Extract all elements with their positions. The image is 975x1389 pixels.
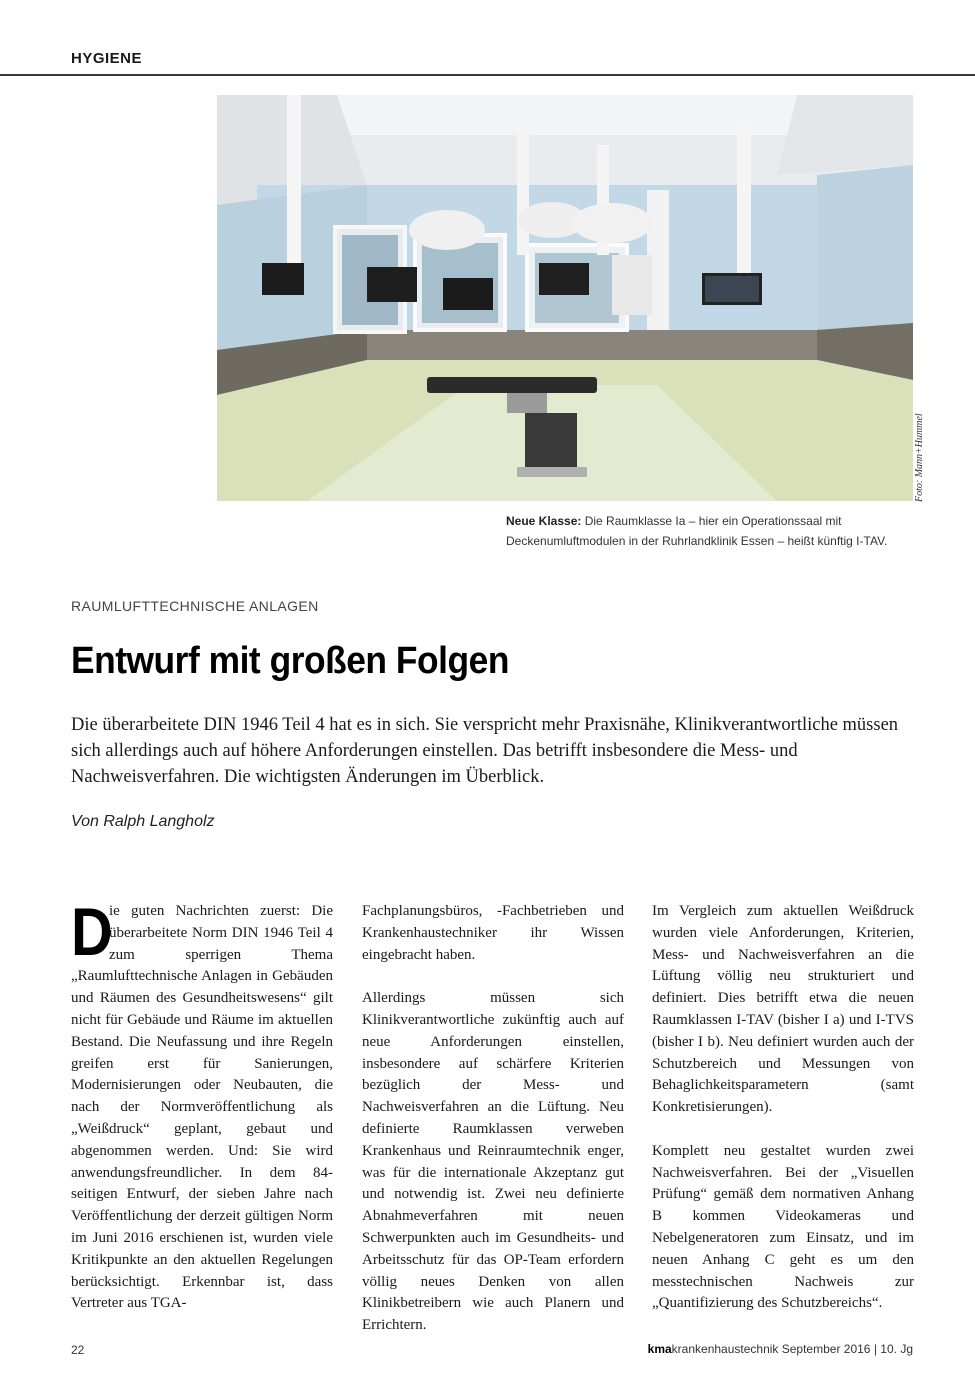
article-lead: Die überarbeitete DIN 1946 Teil 4 hat es in sich. Sie verspricht mehr Praxisnähe, Klinikverantwortliche müssen sich allerdings auch auf höhere Anforderungen einstellen. Das betrifft insbesondere die Mess- und Nachweisverfahren. Die wichtigsten Änderungen im Überblick. [71, 715, 899, 787]
footer-volume: 10. Jg [880, 1342, 913, 1356]
drop-cap: D [71, 894, 113, 970]
article-column-2 [362, 901, 624, 1337]
photo-illustration [217, 95, 913, 501]
photo-credit: Foto: Mann+Hummel [914, 413, 925, 502]
footer-brand: kma [647, 1342, 672, 1356]
footer-separator: | [873, 1342, 877, 1356]
footer-issue: September 2016 [781, 1342, 871, 1356]
article-kicker: RAUMLUFTTECHNISCHE ANLAGEN [71, 598, 319, 614]
footer-magazine: krankenhaustechnik [671, 1342, 779, 1356]
caption-label: Neue Klasse: [506, 514, 582, 528]
operating-room-photo [217, 95, 913, 501]
article-column-1 [71, 894, 333, 1315]
article-byline: Von Ralph Langholz [71, 813, 215, 830]
article-headline: Entwurf mit großen Folgen [71, 640, 509, 682]
paragraph [71, 894, 333, 1315]
paragraph: Im Vergleich zum aktuellen Weißdruck wurden viele Anforderungen, Kriterien, Mess- und Nachweisverfahren an die Lüftung völlig neu strukturiert und definiert. Dies betrifft etwa die neuen Raumklassen I-TAV (bisher I a) und I-TVS (bisher I b). Neu definiert wurden auch der Schutzbereich und Messungen von Behaglichkeitsparametern (samt Konkretisierungen). [652, 903, 914, 1116]
article-column-3 [652, 901, 914, 1315]
paragraph: Komplett neu gestaltet wurden zwei Nachweisverfahren. Bei der „Visuellen Prüfung“ gemäß dem normativen Anhang B kommen Videokameras und Nebelgeneratoren zum Einsatz, und im neuen Anhang C geht es um den messtechnischen Nachweis zur „Quantifizierung des Schutzbereichs“. [652, 1142, 914, 1312]
paragraph-text: ie guten Nachrichten zuerst: Die überarbeitete Norm DIN 1946 Teil 4 zum sperrigen Thema „Raumlufttechnische Anlagen in Gebäuden und Räumen des Gesundheitswesens“ gilt nicht für Gebäude und Räume im aktuellen Bestand. Die Neufassung und ihre Regeln greifen erst für Sanierungen, Modernisierungen oder Neubauten, die nach der Normveröffentlichung als „Weißdruck“ geplant, gebaut und abgenommen werden. Und: Sie wird anwendungsfreundlicher. In dem 84-seitigen Entwurf, der sieben Jahre nach Veröffentlichung der derzeit gültigen Norm im Juni 2016 erschienen ist, wurden viele Kritikpunkte an den aktuellen Regelungen berücksichtigt. Erkennbar ist, dass Vertreter aus TGA- [71, 903, 333, 1312]
header-rule [0, 74, 975, 76]
paragraph: Fachplanungsbüros, -Fachbetrieben und Krankenhaustechniker ihr Wissen eingebracht haben. [362, 903, 624, 963]
page-number: 22 [71, 1343, 85, 1357]
section-label: HYGIENE [71, 50, 143, 67]
paragraph: Allerdings müssen sich Klinikverantwortliche zukünftig auch auf neue Anforderungen einstellen, insbesondere auf schärfere Kriterien bezüglich der Mess- und Nachweisverfahren an die Lüftung. Neu definierte Raumklassen verweben Krankenhaus und Reinraumtechnik enger, was für die internationale Akzeptanz gut und notwendig ist. Zwei neu definierte Abnahmeverfahren mit neuen Schwerpunkten auch im Gesundheits- und Arbeitsschutz für das OP-Team erfordern völlig neues Denken von allen Klinikbetreibern wie auch Planern und Errichtern. [362, 990, 624, 1334]
footer-masthead [648, 1342, 913, 1356]
caption-text: Die Raumklasse Ia – hier ein Operationssaal mit Deckenumluftmodulen in der Ruhrlandklinik Essen – heißt künftig I-TAV. [506, 514, 888, 548]
photo-caption [506, 511, 911, 551]
